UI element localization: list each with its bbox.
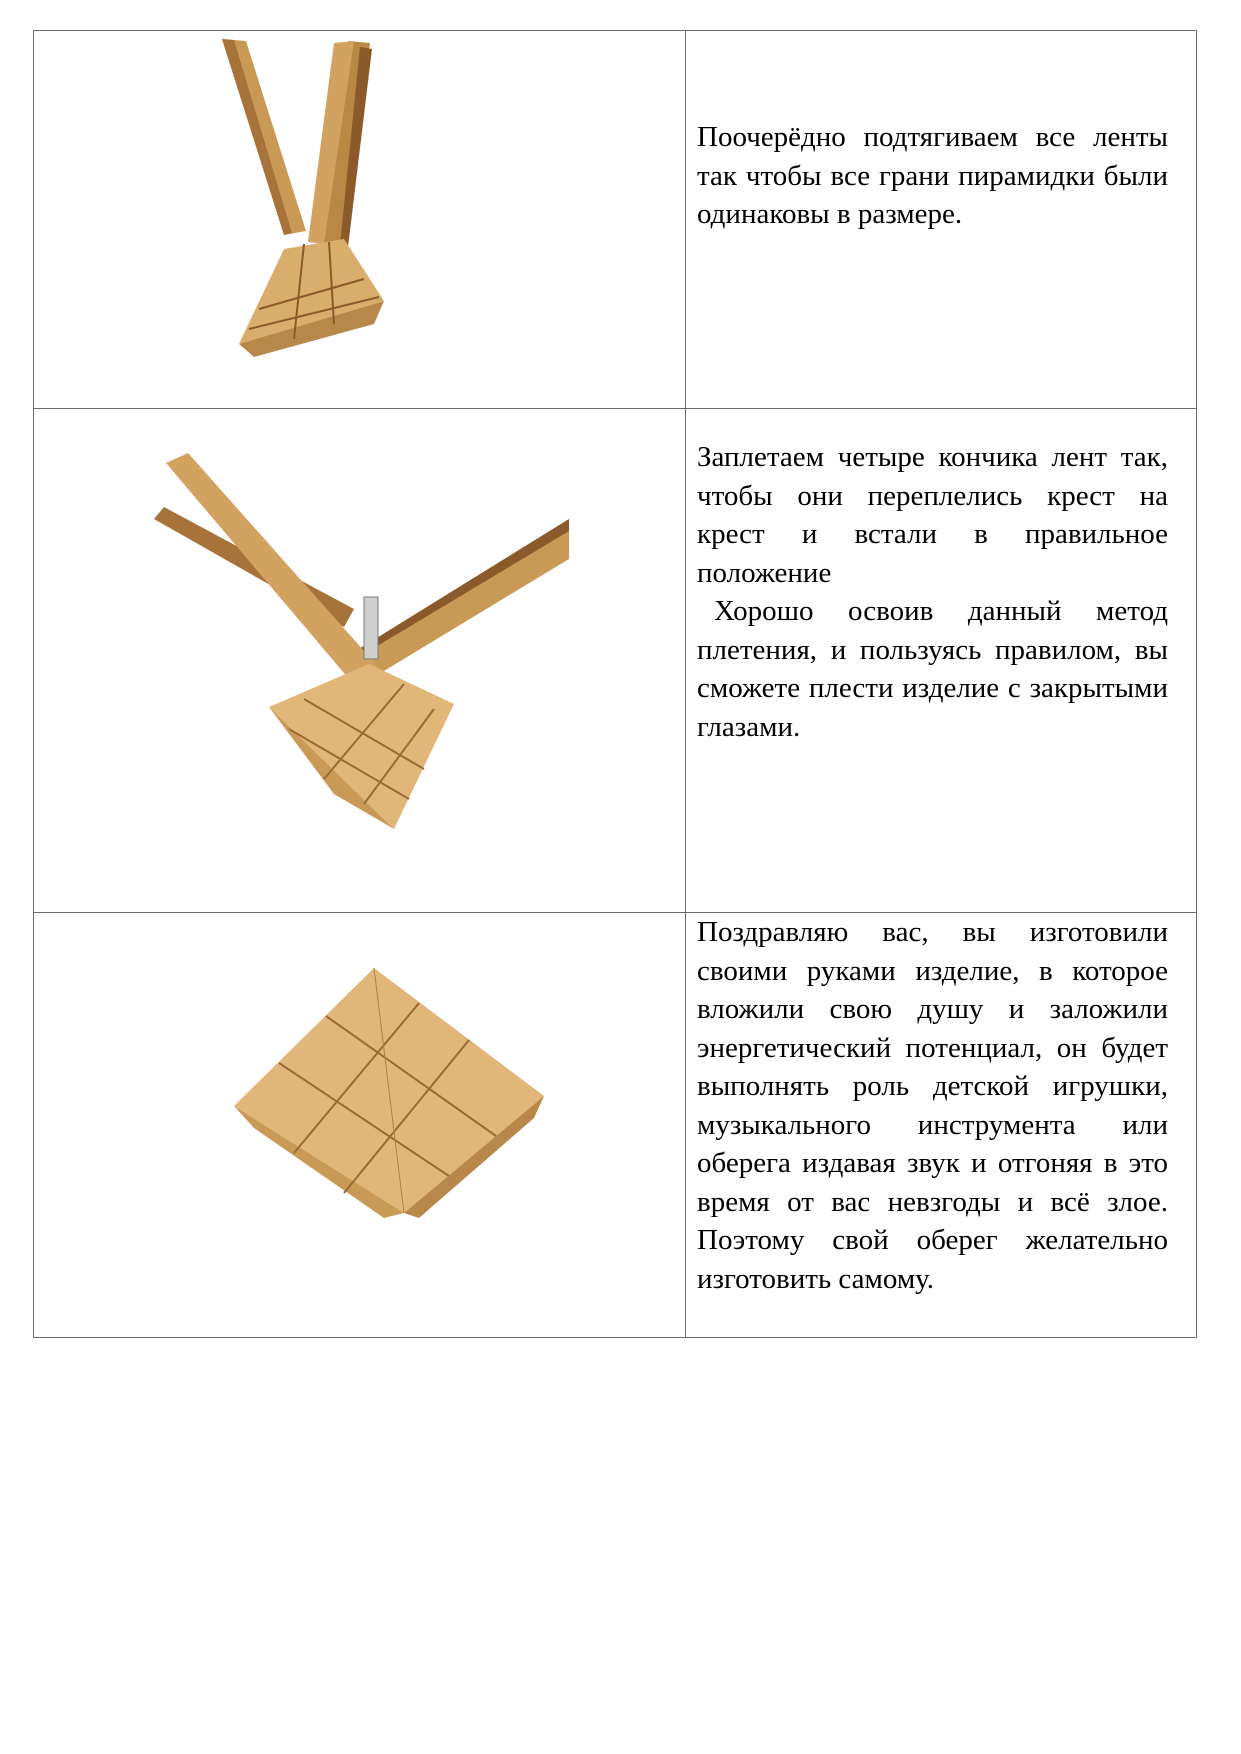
step-2-photo [154, 449, 569, 839]
step-2-text-1: Заплетаем четыре кончика лент так, чтобы они переплелись крест на крест и встали в правильное положение [697, 441, 1168, 589]
step-2-text-cell [686, 409, 1197, 913]
step-row-1 [34, 31, 1197, 409]
step-row-2 [34, 409, 1197, 913]
step-1-text-cell [686, 31, 1197, 409]
step-1-photo [184, 39, 414, 369]
step-1-text: Поочерёдно подтягиваем все ленты так чтобы все грани пирамидки были одинаковы в размере. [697, 121, 1168, 230]
step-3-photo [234, 968, 544, 1218]
step-3-text-cell [686, 913, 1197, 1338]
step-2-text-2: Хорошо освоив данный метод плетения, и пользуясь правилом, вы сможете плести изделие с закрытыми глазами. [697, 595, 1168, 743]
step-3-image-cell [34, 913, 686, 1338]
step-row-3 [34, 913, 1197, 1338]
step-2-image-cell [34, 409, 686, 913]
step-1-image-cell [34, 31, 686, 409]
instruction-table [33, 30, 1197, 1338]
step-3-text: Поздравляю вас, вы изготовили своими руками изделие, в которое вложили свою душу и заложили энергетический потенциал, он будет выполнять роль детской игрушки, музыкального инструмента или оберега издавая звук и отгоняя в это время от вас невзгоды и всё злое. Поэтому свой оберег желательно изготовить самому. [697, 916, 1168, 1295]
